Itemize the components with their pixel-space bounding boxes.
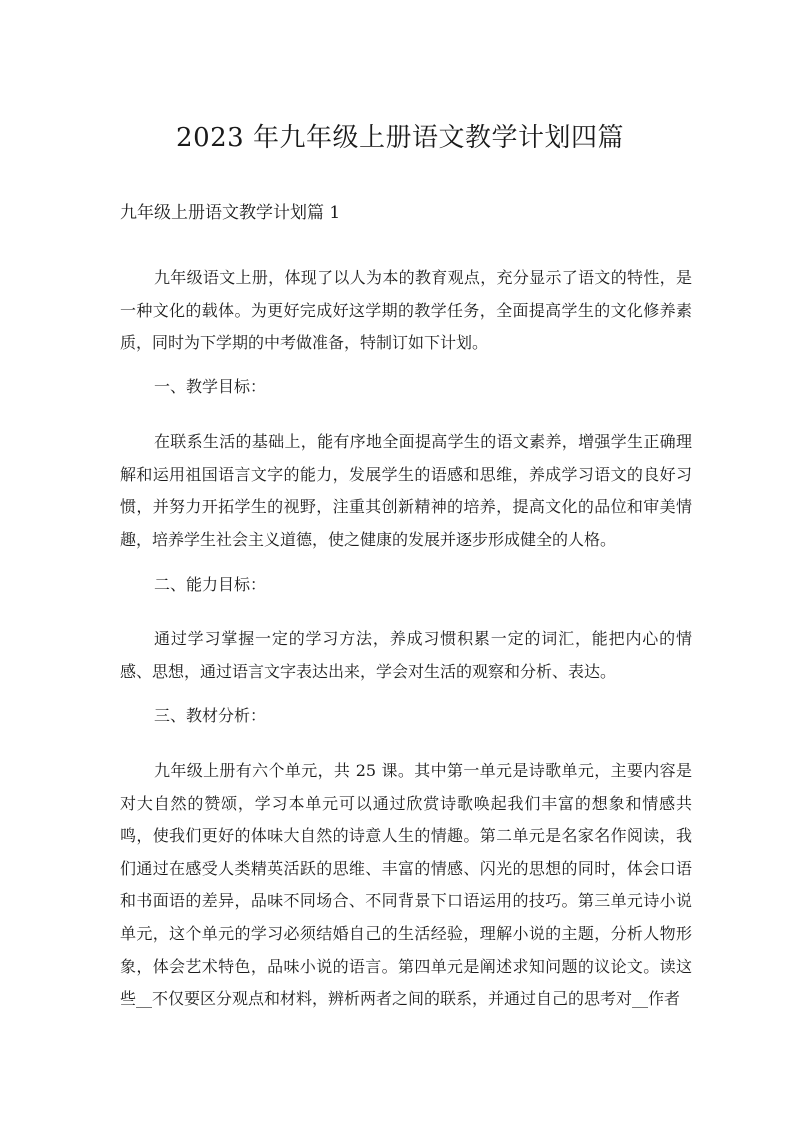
heading-ability-goals: 二、能力目标： (154, 575, 267, 594)
ability-goals-paragraph: 通过学习掌握一定的学习方法，养成习惯积累一定的词汇，能把内心的情感、思想，通过语言文字表达出来，学会对生活的观察和分析、表达。 (120, 629, 692, 681)
teaching-goals-paragraph: 在联系生活的基础上，能有序地全面提高学生的语文素养，增强学生正确理解和运用祖国语言文字的能力，发展学生的语感和思维，养成学习语文的良好习惯，并努力开拓学生的视野，注重其创新精神的培养，提高文化的品位和审美情趣，培养学生社会主义道德，使之健康的发展并逐步形成健全的人格。 (120, 432, 692, 549)
intro-paragraph: 九年级语文上册，体现了以人为本的教育观点，充分显示了语文的特性，是一种文化的载体。为更好完成好这学期的教学任务，全面提高学生的文化修养素质，同时为下学期的中考做准备，特制订如下计划。 (120, 268, 692, 353)
section-subtitle: 九年级上册语文教学计划篇 1 (120, 203, 341, 223)
heading-teaching-goals: 一、教学目标： (154, 377, 267, 396)
textbook-analysis-paragraph: 九年级上册有六个单元，共 25 课。其中第一单元是诗歌单元，主要内容是对大自然的赞颂，学习本单元可以通过欣赏诗歌唤起我们丰富的想象和情感共鸣，使我们更好的体味大自然的诗意人生的情趣。第二单元是名家名作阅读，我们通过在感受人类精英活跃的思维、丰富的情感、闪光的思想的同时，体会口语和书面语的差异，品味不同场合、不同背景下口语运用的技巧。第三单元诗小说单元，这个单元的学习必须结婚自己的生活经验，理解小说的主题，分析人物形象，体会艺术特色，品味小说的语言。第四单元是阐述求知问题的议论文。读这些__不仅要区分观点和材料，辨析两者之间的联系，并通过自己的思考对__作者 (120, 761, 692, 1009)
heading-textbook-analysis: 三、教材分析： (154, 706, 267, 725)
document-title: 2023 年九年级上册语文教学计划四篇 (176, 123, 624, 153)
